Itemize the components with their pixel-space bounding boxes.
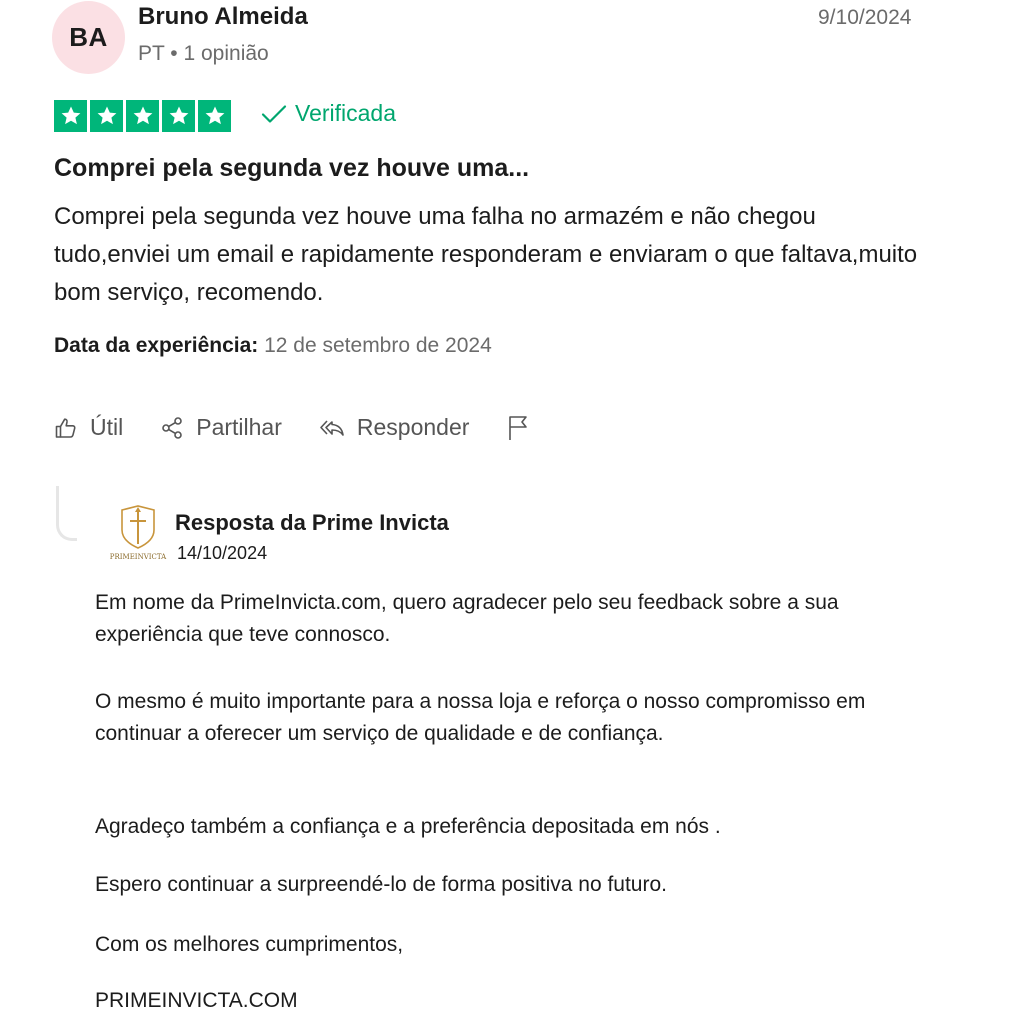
reply-button[interactable] xyxy=(319,414,470,441)
reply-date: 14/10/2024 xyxy=(177,543,268,563)
reply-connector xyxy=(56,486,77,541)
reply-title: Resposta da Prime Invicta xyxy=(175,510,449,535)
reviewer-avatar[interactable] xyxy=(52,1,125,74)
thumbs-up-icon xyxy=(54,416,78,440)
avatar-initials: BA xyxy=(69,22,108,52)
reply-paragraph: Agradeço também a confiança e a preferência depositada em nós . xyxy=(95,815,721,838)
star-icon xyxy=(90,100,123,132)
star-icon xyxy=(162,100,195,132)
reply-paragraph: Espero continuar a surpreendé-lo de forma positiva no futuro. xyxy=(95,873,667,896)
share-button[interactable] xyxy=(160,414,282,441)
reviewer-meta: PT • 1 opinião xyxy=(138,42,269,65)
reply-arrow-icon xyxy=(319,416,345,440)
flag-icon xyxy=(506,415,530,441)
checkmark-icon xyxy=(261,104,287,124)
star-icon xyxy=(198,100,231,132)
experience-date xyxy=(54,334,492,358)
reply-paragraph: O mesmo é muito importante para a nossa loja e reforça o nosso compromisso em continuar a oferecer um serviço de qualidade e de confiança. xyxy=(95,690,866,745)
star-icon xyxy=(126,100,159,132)
star-icon xyxy=(54,100,87,132)
verified-badge[interactable] xyxy=(261,100,396,127)
star-rating xyxy=(54,100,231,132)
reply-signature: PRIMEINVICTA.COM xyxy=(95,989,298,1012)
company-logo xyxy=(108,504,168,564)
review-body: Comprei pela segunda vez houve uma falha no armazém e não chegou tudo,enviei um email e rapidamente responderam e enviaram o que faltava,muito bom serviço, recomendo. xyxy=(54,203,918,306)
experience-date-value: 12 de setembro de 2024 xyxy=(264,334,492,357)
useful-label: Útil xyxy=(90,414,124,440)
logo-text: PRIMEINVICTA xyxy=(109,553,167,561)
share-label: Partilhar xyxy=(196,414,282,440)
verified-label: Verificada xyxy=(295,100,397,126)
review-date: 9/10/2024 xyxy=(818,6,912,29)
experience-date-label: Data da experiência: xyxy=(54,334,259,357)
report-button[interactable] xyxy=(506,415,530,441)
reply-paragraph: Com os melhores cumprimentos, xyxy=(95,933,404,956)
useful-button[interactable] xyxy=(54,414,123,441)
reply-paragraph: Em nome da PrimeInvicta.com, quero agradecer pelo seu feedback sobre a sua experiência que teve connosco. xyxy=(95,591,839,646)
shield-icon xyxy=(108,504,168,564)
review-title[interactable]: Comprei pela segunda vez houve uma... xyxy=(54,154,530,182)
reviewer-name[interactable]: Bruno Almeida xyxy=(138,3,308,30)
reply-label: Responder xyxy=(356,414,470,440)
review-actions xyxy=(54,414,567,441)
share-icon xyxy=(160,416,184,440)
